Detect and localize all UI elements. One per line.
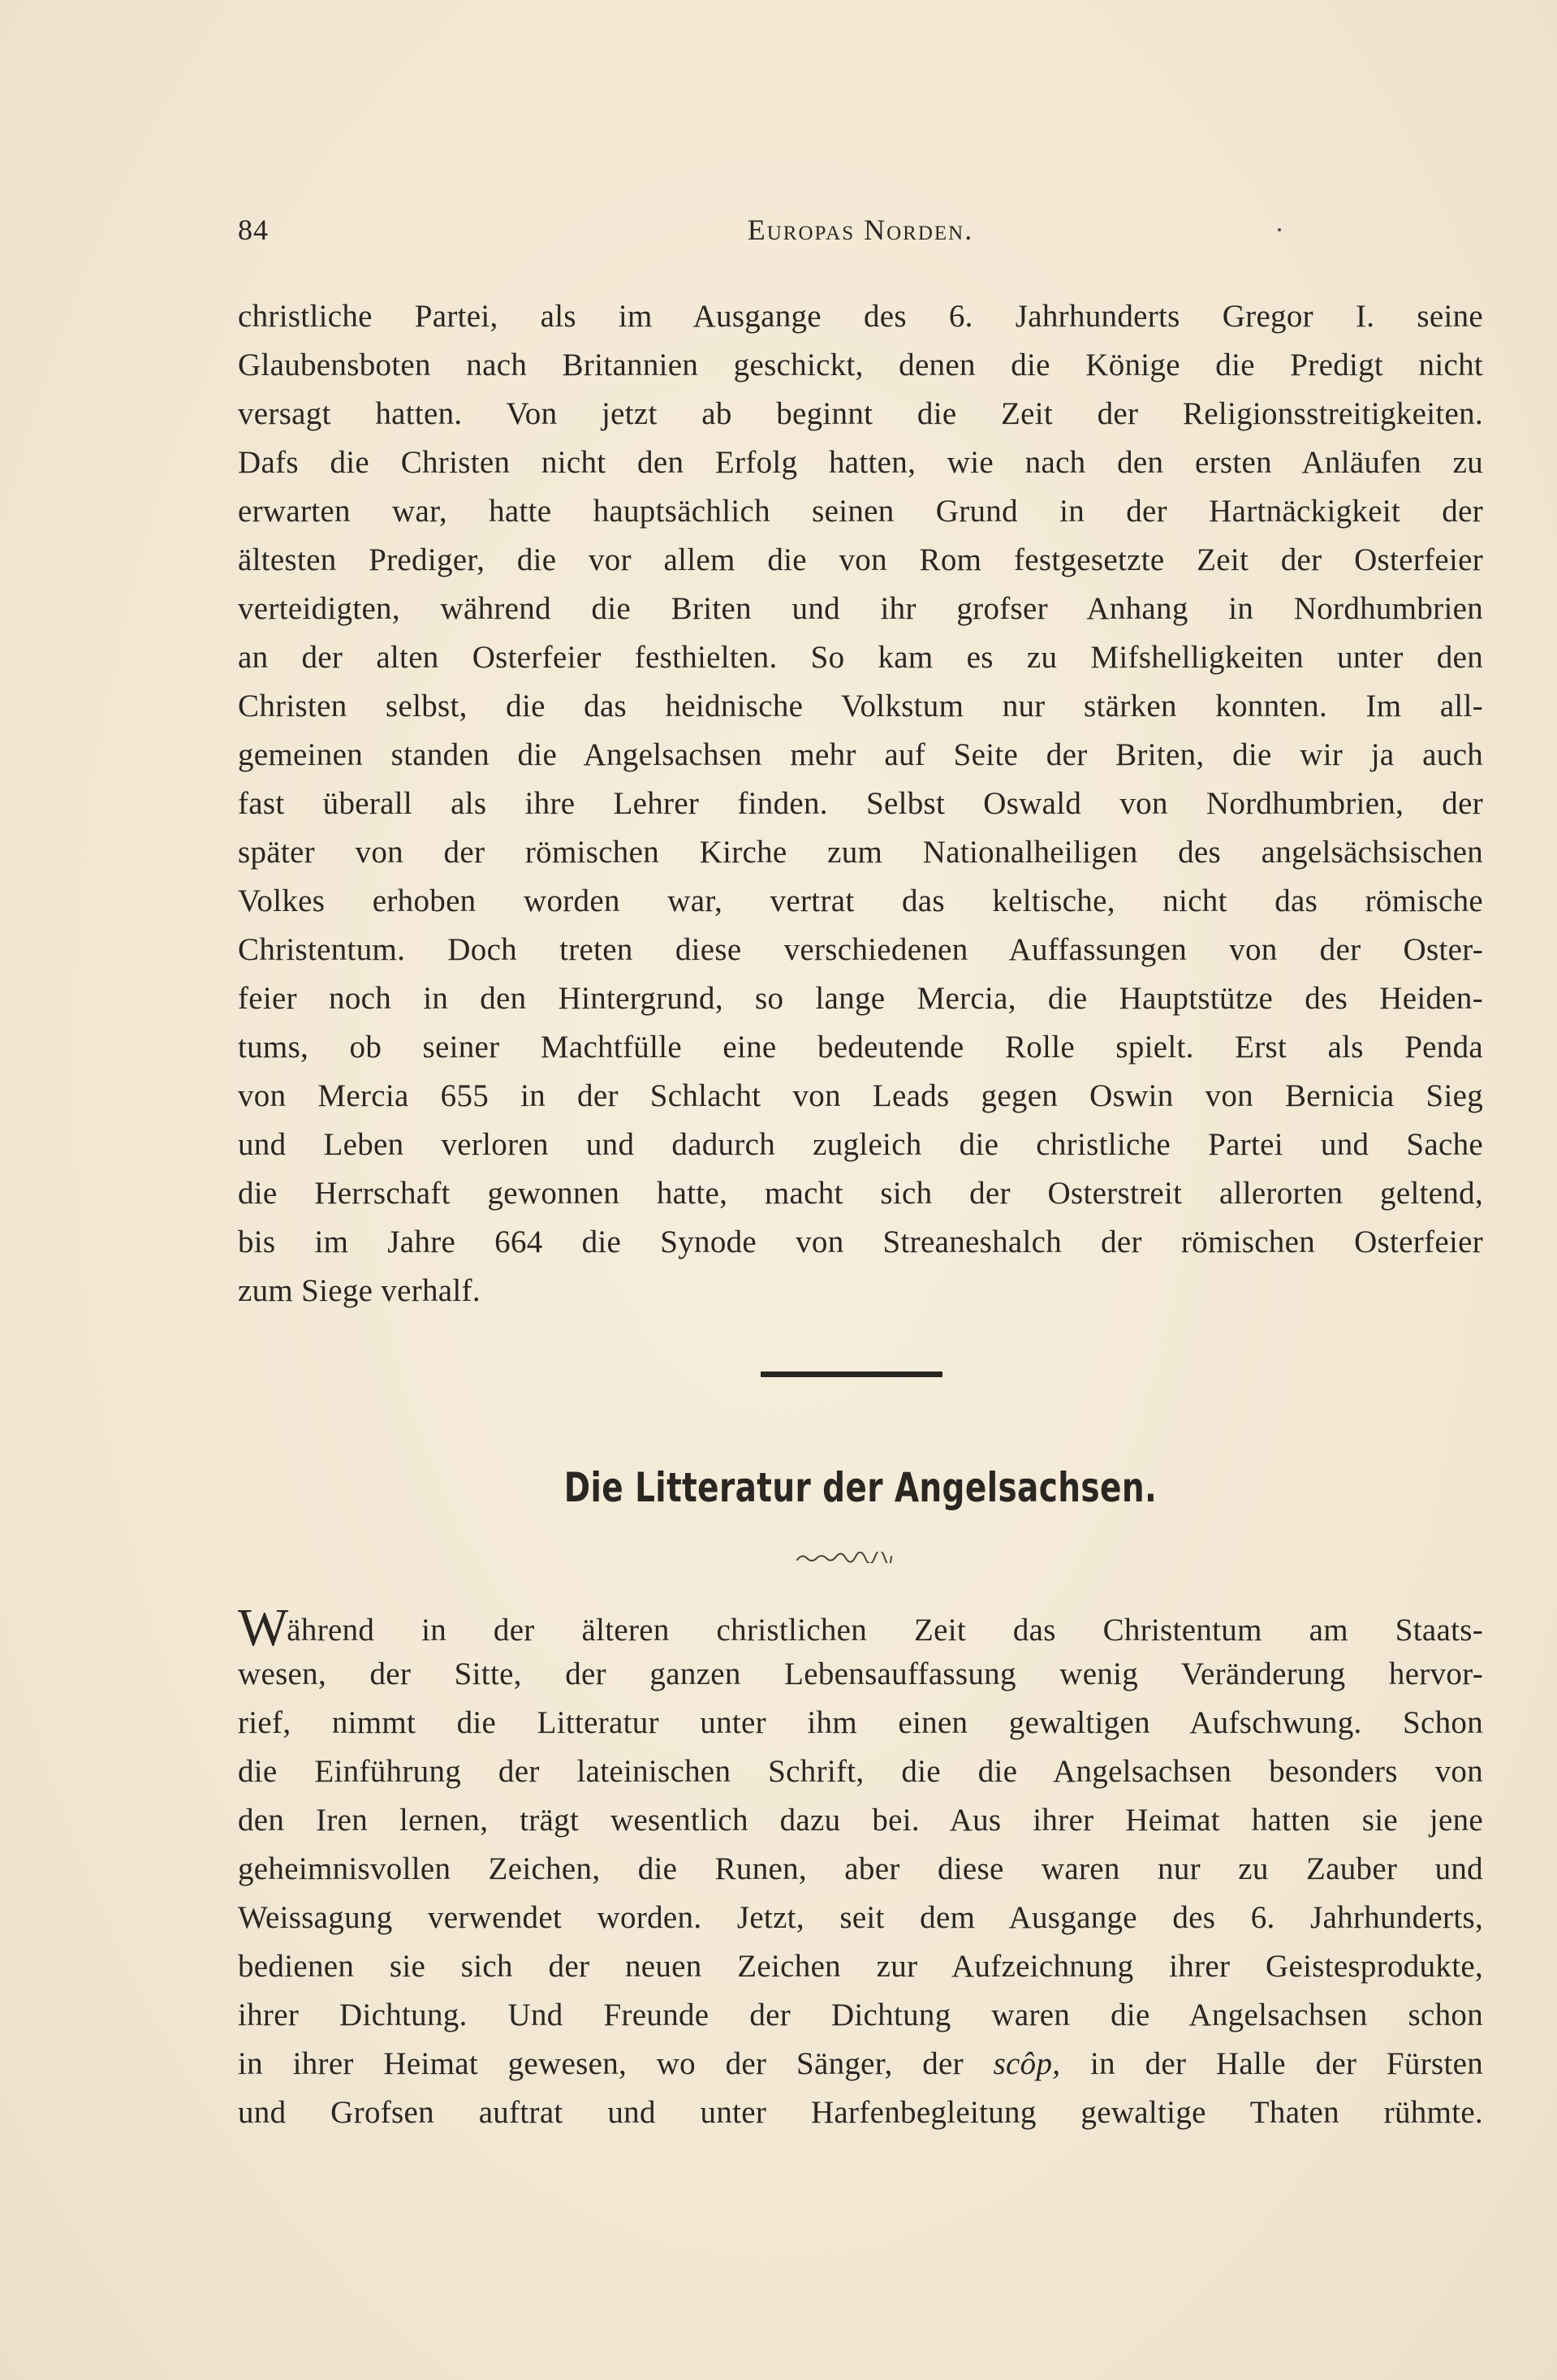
page-number: 84 <box>238 214 269 246</box>
running-title: Europas Norden. <box>747 214 974 246</box>
text-line: christliche Partei, als im Ausgange des 6. Jahrhunderts Gregor I. seine <box>238 299 1483 334</box>
text-line: den Iren lernen, trägt wesentlich dazu bei. Aus ihrer Heimat hatten sie jene <box>238 1803 1483 1838</box>
text-line: und Grofsen auftrat und unter Harfenbegleitung gewaltige Thaten rühmte. <box>238 2095 1483 2130</box>
text-line: verteidigten, während die Briten und ihr grofser Anhang in Nordhumbrien <box>238 591 1483 626</box>
scop-line-after: in der Halle der Fürsten <box>1060 2046 1483 2081</box>
text-line: erwarten war, hatte hauptsächlich seinen Grund in der Hartnäckigkeit der <box>238 494 1483 529</box>
text-line-scop <box>238 2040 1483 2088</box>
text-line: bis im Jahre 664 die Synode von Streaneshalch der römischen Osterfeier <box>238 1225 1483 1259</box>
text-line: Dafs die Christen nicht den Erfolg hatten, wie nach den ersten Anläufen zu <box>238 445 1483 480</box>
text-line-first <box>238 1598 1483 1657</box>
ornament-squiggle <box>796 1552 893 1563</box>
text-line: rief, nimmt die Litteratur unter ihm einen gewaltigen Aufschwung. Schon <box>238 1705 1483 1740</box>
section-divider-rule <box>761 1371 942 1377</box>
drop-cap: W <box>238 1598 287 1657</box>
text-line: die Einführung der lateinischen Schrift, die die Angelsachsen besonders von <box>238 1754 1483 1789</box>
text-line: später von der römischen Kirche zum Nationalheiligen des angelsächsischen <box>238 835 1483 870</box>
text-line: die Herrschaft gewonnen hatte, macht sich der Osterstreit allerorten geltend, <box>238 1176 1483 1211</box>
text-line: von Mercia 655 in der Schlacht von Leads gegen Oswin von Bernicia Sieg <box>238 1078 1483 1113</box>
text-line: an der alten Osterfeier festhielten. So kam es zu Mifshelligkeiten unter den <box>238 640 1483 675</box>
text-line: Weissagung verwendet worden. Jetzt, seit dem Ausgange des 6. Jahrhunderts, <box>238 1900 1483 1935</box>
text-line: zum Siege verhalf. <box>238 1273 481 1308</box>
paragraph-2 <box>238 1598 1483 2137</box>
text-line: versagt hatten. Von jetzt ab beginnt die Zeit der Religionsstreitigkeiten. <box>238 396 1483 431</box>
text-line: bedienen sie sich der neuen Zeichen zur Aufzeichnung ihrer Geistesprodukte, <box>238 1949 1483 1984</box>
text-line: Christentum. Doch treten diese verschiedenen Auffassungen von der Oster- <box>238 932 1483 967</box>
text-line: Volkes erhoben worden war, vertrat das keltische, nicht das römische <box>238 883 1483 918</box>
text-line: feier noch in den Hintergrund, so lange Mercia, die Hauptstütze des Heiden- <box>238 981 1483 1016</box>
scop-line-before: in ihrer Heimat gewesen, wo der Sänger, der <box>238 2046 994 2081</box>
text-line: fast überall als ihre Lehrer finden. Selbst Oswald von Nordhumbrien, der <box>238 786 1483 821</box>
text-line: geheimnisvollen Zeichen, die Runen, aber diese waren nur zu Zauber und <box>238 1851 1483 1886</box>
text-line: Christen selbst, die das heidnische Volkstum nur stärken konnten. Im all- <box>238 689 1483 724</box>
text-line: tums, ob seiner Machtfülle eine bedeutende Rolle spielt. Erst als Penda <box>238 1030 1483 1065</box>
text-line: gemeinen standen die Angelsachsen mehr auf Seite der Briten, die wir ja auch <box>238 737 1483 772</box>
running-head <box>238 213 1483 253</box>
first-line-text: ährend in der älteren christlichen Zeit das Christentum am Staats- <box>287 1613 1483 1648</box>
text-line: ihrer Dichtung. Und Freunde der Dichtung waren die Angelsachsen schon <box>238 1998 1483 2032</box>
scop-word: scôp, <box>993 2046 1061 2081</box>
text-line: und Leben verloren und dadurch zugleich die christliche Partei und Sache <box>238 1127 1483 1162</box>
ink-speck <box>1278 228 1281 231</box>
section-heading: Die Litteratur der Angelsachsen. <box>563 1464 1158 1511</box>
text-line: wesen, der Sitte, der ganzen Lebensauffassung wenig Veränderung hervor- <box>238 1656 1483 1691</box>
text-line: ältesten Prediger, die vor allem die von Rom festgesetzte Zeit der Osterfeier <box>238 542 1483 577</box>
paragraph-1 <box>238 292 1483 1315</box>
text-line: Glaubensboten nach Britannien geschickt, denen die Könige die Predigt nicht <box>238 348 1483 382</box>
